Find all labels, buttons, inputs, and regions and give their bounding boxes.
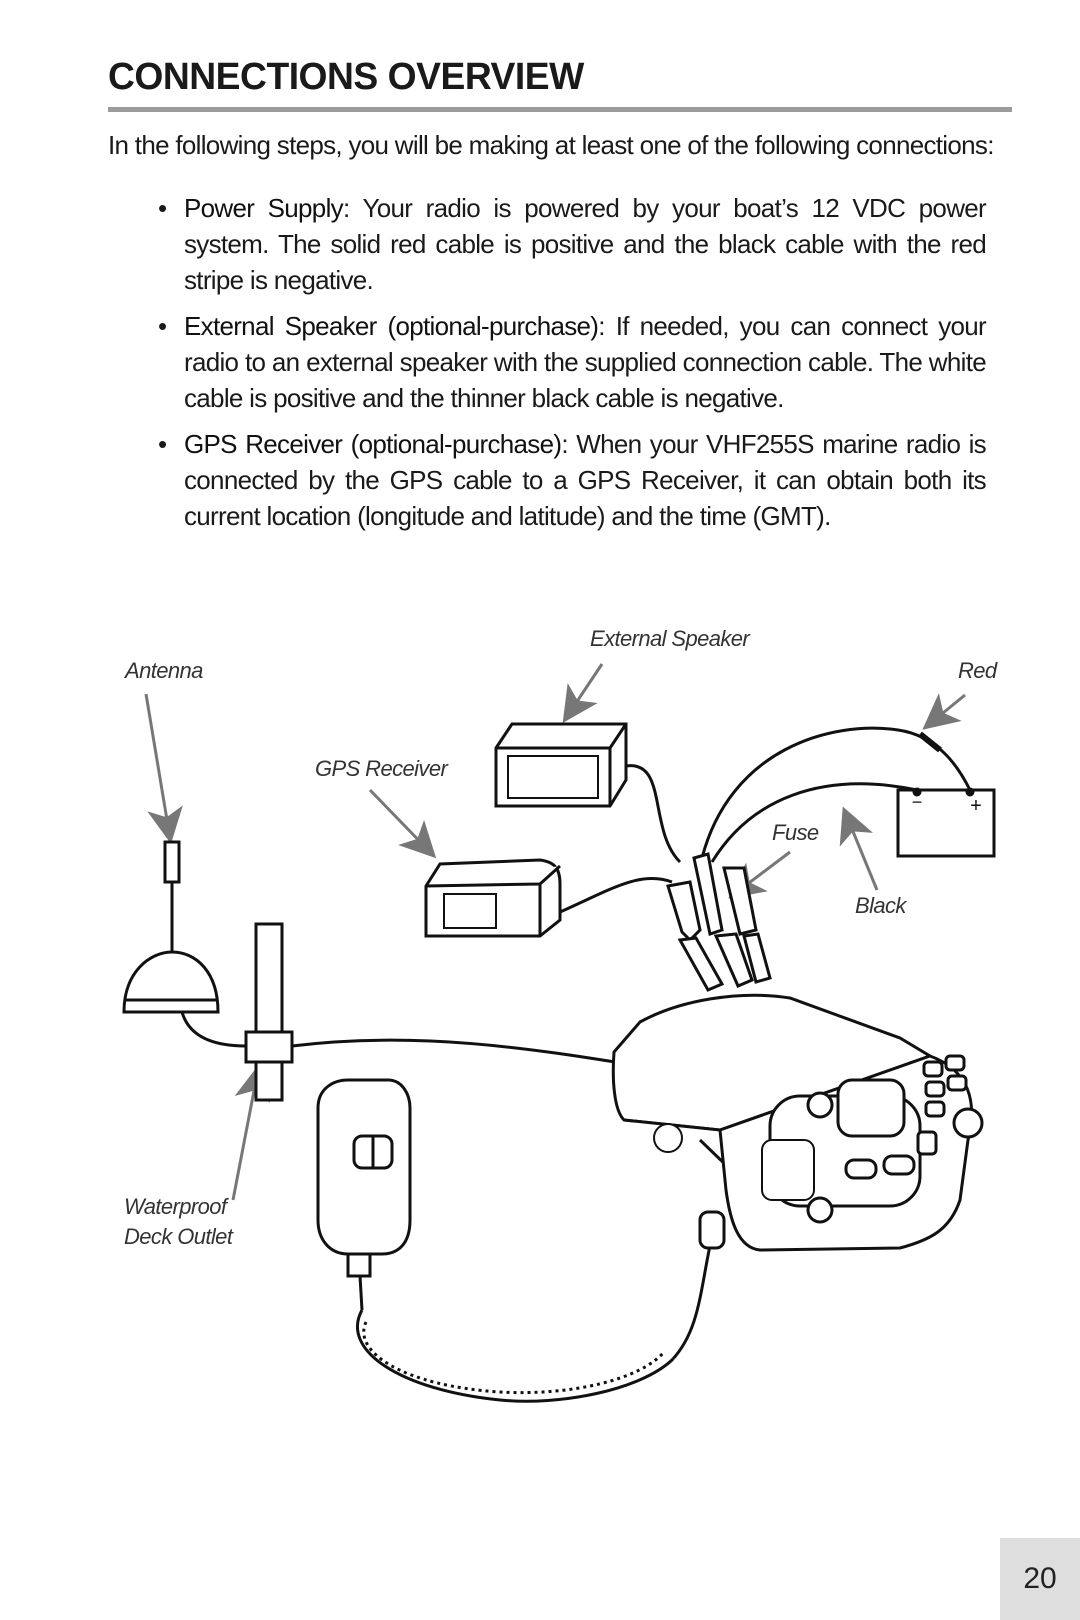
cable-connectors (668, 854, 770, 990)
bullet-text: : When your VHF255S marine radio is connected by the GPS cable to a GPS Receiver, it can obtain both its current location (longitude and latitude) and the time (GMT). (184, 429, 986, 531)
connection-list (160, 190, 986, 544)
mic-cord (357, 1212, 724, 1401)
intro-paragraph: In the following steps, you will be making at least one of the following connections: (108, 130, 994, 160)
microphone-icon (318, 1080, 410, 1276)
list-item-power-supply (158, 190, 986, 298)
label-antenna: Antenna (125, 658, 203, 683)
list-item-gps-receiver (158, 426, 986, 534)
bullet-icon: • (158, 429, 167, 459)
bullet-icon: • (158, 311, 167, 341)
label-fuse: Fuse (772, 820, 819, 845)
bullet-term: Power Supply (184, 193, 343, 223)
bullet-icon: • (158, 193, 167, 223)
bullet-term: External Speaker (optional-purchase) (184, 311, 599, 341)
connections-diagram (0, 600, 1080, 1460)
gps-receiver-icon (426, 860, 560, 936)
page-number: 20 (1000, 1538, 1080, 1620)
deck-outlet-icon (246, 924, 292, 1100)
radio-unit-icon (613, 995, 982, 1250)
label-black: Black (855, 893, 906, 918)
list-item-external-speaker (158, 308, 986, 416)
battery-positive-icon: + (970, 795, 982, 817)
antenna-dome-icon (124, 952, 218, 1012)
label-waterproof: Waterproof (124, 1194, 227, 1219)
title-rule (108, 107, 1012, 112)
external-speaker-icon (496, 724, 626, 806)
bullet-text: : If needed, you can connect your radio to an external speaker with the supplied connection cable. The white cable is positive and the thinner black cable is negative. (184, 311, 986, 413)
label-red: Red (958, 658, 997, 683)
label-gps-receiver: GPS Receiver (315, 756, 448, 781)
battery-negative-icon: − (911, 792, 923, 812)
bullet-term: GPS Receiver (optional-purchase) (184, 429, 562, 459)
bullet-text: : Your radio is powered by your boat’s 12 VDC power system. The solid red cable is positive and the black cable with the red stripe is negative. (184, 193, 986, 295)
antenna-icon (165, 842, 179, 952)
label-external-speaker: External Speaker (590, 626, 750, 651)
label-deck-outlet: Deck Outlet (124, 1224, 233, 1249)
page-title: CONNECTIONS OVERVIEW (108, 56, 584, 98)
